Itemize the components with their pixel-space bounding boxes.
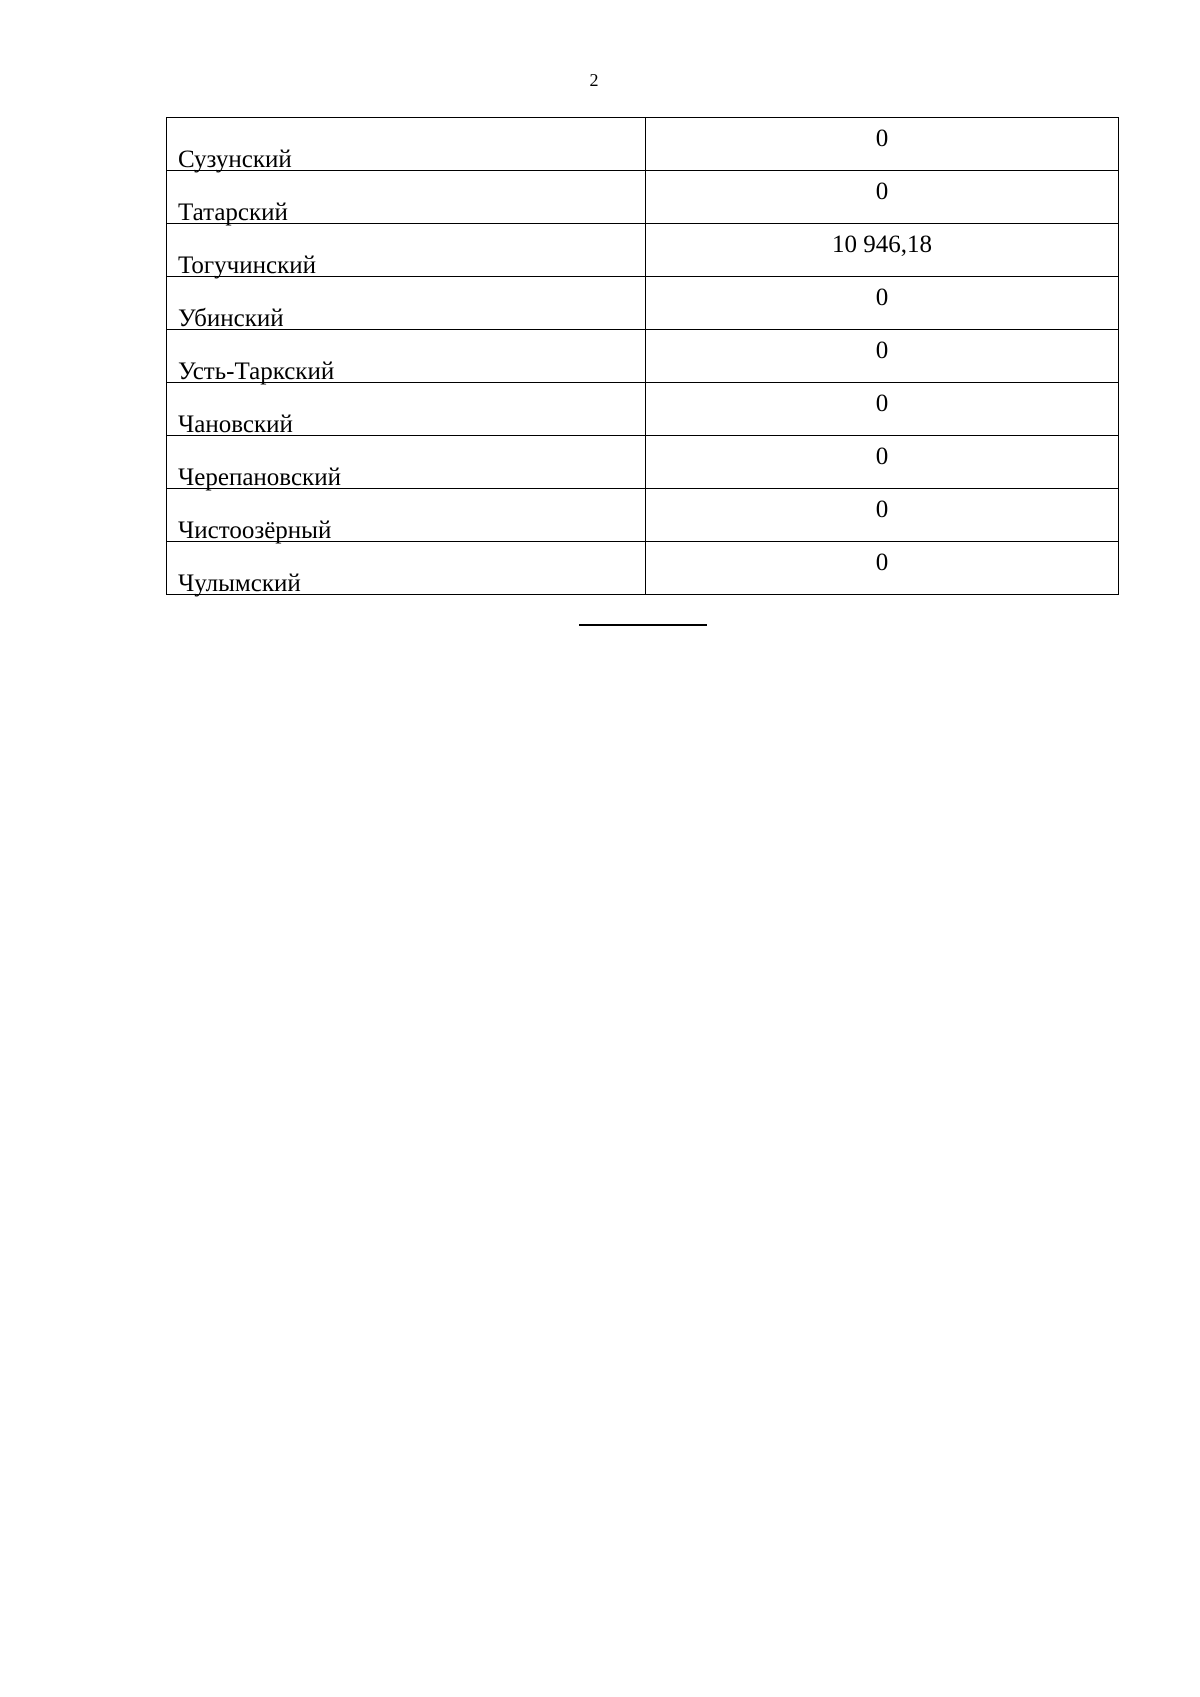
- district-name-cell: [167, 383, 646, 436]
- district-value: 0: [646, 171, 1119, 224]
- table-row: [167, 118, 1119, 171]
- district-name-cell: [167, 171, 646, 224]
- table-row: [167, 542, 1119, 595]
- district-name: Татарский: [178, 199, 288, 226]
- district-name: Убинский: [178, 305, 284, 332]
- end-of-document-rule: [579, 624, 707, 626]
- district-name: Черепановский: [178, 464, 341, 491]
- district-name: Тогучинский: [178, 252, 316, 279]
- district-name: Чистоозёрный: [178, 517, 332, 544]
- table-row: [167, 489, 1119, 542]
- table-row: [167, 224, 1119, 277]
- district-value: 0: [646, 542, 1119, 595]
- district-name: Чановский: [178, 411, 293, 438]
- district-name-cell: [167, 542, 646, 595]
- district-name-cell: [167, 489, 646, 542]
- district-value: 0: [646, 383, 1119, 436]
- table-row: [167, 436, 1119, 489]
- district-value: 0: [646, 436, 1119, 489]
- district-name-cell: [167, 277, 646, 330]
- table-row: [167, 330, 1119, 383]
- district-name: Чулымский: [178, 570, 301, 597]
- district-value: 0: [646, 118, 1119, 171]
- table-row: [167, 171, 1119, 224]
- district-name-cell: [167, 436, 646, 489]
- district-name-cell: [167, 224, 646, 277]
- district-value: 0: [646, 277, 1119, 330]
- district-value: 0: [646, 489, 1119, 542]
- district-name-cell: [167, 118, 646, 171]
- district-table: [166, 117, 1119, 595]
- table-row: [167, 277, 1119, 330]
- district-value: 10 946,18: [646, 224, 1119, 277]
- district-name: Усть-Таркский: [178, 358, 335, 385]
- page-number: 2: [589, 70, 599, 90]
- district-name: Сузунский: [178, 146, 292, 173]
- district-value: 0: [646, 330, 1119, 383]
- district-name-cell: [167, 330, 646, 383]
- table-row: [167, 383, 1119, 436]
